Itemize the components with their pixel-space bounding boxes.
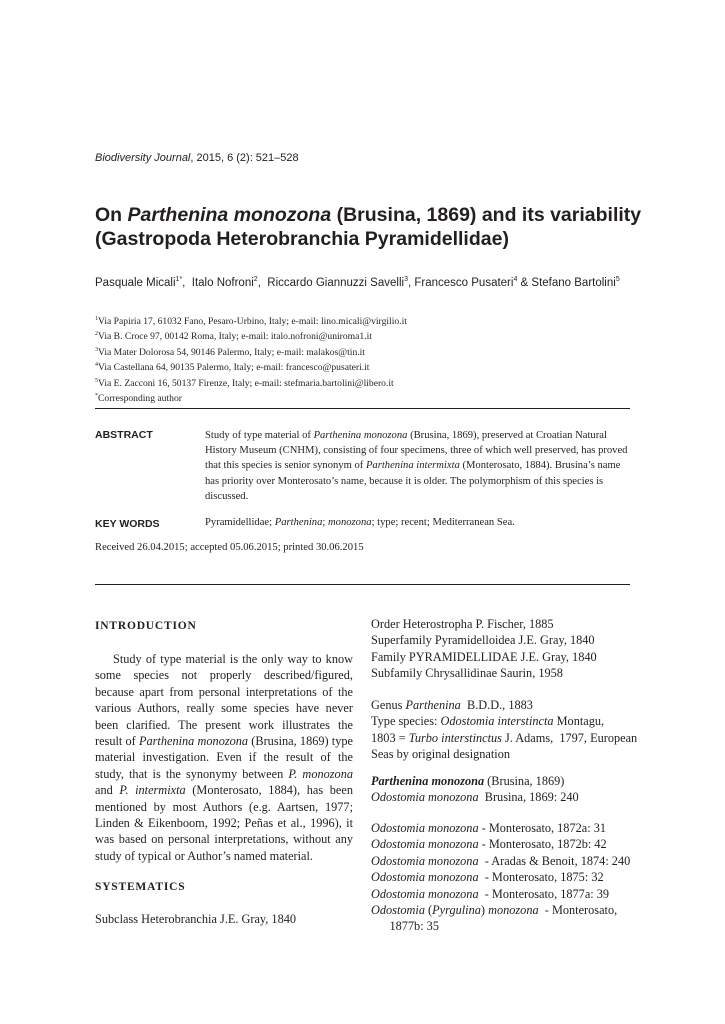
- author-name: Riccardo Giannuzzi Savelli: [267, 276, 405, 289]
- text-run: Study of type material of: [205, 430, 314, 441]
- affiliation-list: [95, 313, 655, 405]
- italic-term: Parthenina intermixta: [365, 460, 460, 472]
- text-run: (Brusina, 1869), preserved at Croatian Natural History Museum (CNHM), consisting of four specimens, three of which well preserved, has proved that this species is senior synonym of: [205, 430, 628, 472]
- author-list: [95, 276, 655, 289]
- text-run: - Aradas & Benoit, 1874: 240: [478, 853, 631, 868]
- text-run: ; type; recent; Mediterranean Sea.: [371, 517, 515, 528]
- species-line: [371, 773, 631, 789]
- affiliation-line: [95, 390, 655, 405]
- taxon-name: Odostomia monozona: [371, 853, 479, 868]
- text-run: - Monterosato, 1877a: 39: [478, 886, 610, 901]
- author-separator: ,: [407, 276, 415, 289]
- title-line-1: [95, 203, 655, 227]
- affiliation-marker: 2: [95, 331, 98, 338]
- affiliation-marker: 5: [95, 377, 98, 384]
- text-run: (Monterosato, 1884). Brusina’s name has priority over Monterosato’s name, because it is older. The polymorphism of this species is discussed.: [205, 460, 621, 502]
- affiliation-text: Via E. Zacconi 16, 50137 Firenze, Italy; e-mail: stefmaria.bartolini@libero.it: [98, 377, 394, 389]
- genus-line: [371, 713, 631, 729]
- affiliation-line: [95, 328, 655, 343]
- affiliation-text: Via B. Croce 97, 00142 Roma, Italy; e-mail: italo.nofroni@uniroma1.it: [98, 331, 372, 343]
- text-run: (Brusina, 1869): [484, 774, 565, 788]
- italic-term: monozona: [328, 517, 372, 528]
- author-affiliation-marker: 5: [615, 276, 620, 283]
- italic-term: Parthenina: [274, 517, 323, 528]
- text-run: and: [95, 783, 120, 798]
- text-run: - Monterosato, 1875: 32: [478, 870, 604, 885]
- taxon-name: Parthenina monozona: [371, 774, 485, 788]
- taxon-name: monozona: [488, 903, 539, 918]
- divider-top: [95, 408, 630, 409]
- taxonomy-rank-line: Order Heterostropha P. Fischer, 1885: [371, 617, 554, 631]
- affiliation-marker: 1: [95, 316, 98, 322]
- synonym-line: [371, 853, 631, 869]
- italic-term: P. monozona: [288, 766, 353, 781]
- taxonomy-rank-line: Family PYRAMIDELLIDAE J.E. Gray, 1840: [371, 649, 597, 664]
- journal-citation: [95, 152, 299, 164]
- taxonomy-rank-line: Subfamily Chrysallidinae Saurin, 1958: [371, 666, 563, 681]
- italic-term: P. intermixta: [119, 783, 186, 798]
- author-name: Francesco Pusateri: [414, 276, 514, 289]
- taxon-name: Odostomia monozona: [371, 821, 479, 835]
- systematics-heading: SYSTEMATICS: [95, 881, 186, 893]
- synonym-line: [371, 836, 631, 852]
- taxon-name: Parthenina: [405, 698, 461, 712]
- taxon-name: Odostomia monozona: [371, 790, 479, 805]
- taxon-name: Odostomia monozona: [371, 870, 479, 885]
- text-run: 1877b: 35: [371, 919, 439, 934]
- taxon-name: Odostomia interstincta: [440, 714, 554, 729]
- author-affiliation-marker: 2: [253, 276, 258, 283]
- taxon-name: Pyrgulina: [432, 903, 481, 918]
- author-affiliation-marker: 4: [513, 276, 518, 283]
- journal-name: Biodiversity Journal: [95, 152, 191, 164]
- journal-ref: , 2015, 6 (2): 521–528: [190, 152, 299, 164]
- author-name: Stefano Bartolini: [531, 276, 616, 289]
- title-post: (Brusina, 1869) and its variability: [331, 204, 642, 226]
- author-name: Pasquale Micali: [95, 276, 176, 289]
- affiliation-text: Via Castellana 64, 90135 Palermo, Italy; e-mail: francesco@pusateri.it: [98, 362, 370, 374]
- text-run: (Monterosato, 1884), has been mentioned by most Authors (e.g. Aartsen, 1977; Linden & Eikenboom, 1992; Peñas et al., 1996), it was based on personal interpretations, without any study of typical or Author’s named material.: [95, 783, 353, 863]
- genus-block: [371, 697, 638, 763]
- synonymy-block: [371, 820, 631, 935]
- affiliation-text: Via Mater Dolorosa 54, 90146 Palermo, Italy; e-mail: malakos@tin.it: [98, 346, 365, 358]
- text-run: ): [480, 903, 489, 918]
- genus-line: [371, 697, 631, 713]
- affiliation-line: [95, 375, 655, 390]
- affiliation-line: [95, 313, 655, 328]
- taxonomy-rank-line: Superfamily Pyramidelloidea J.E. Gray, 1840: [371, 633, 595, 648]
- taxon-name: Odostomia monozona: [371, 837, 479, 852]
- text-run: 1803 =: [371, 730, 409, 745]
- genus-line: [371, 746, 631, 762]
- text-run: Seas by original designation: [371, 747, 511, 762]
- italic-term: Parthenina monozona: [138, 734, 249, 749]
- synonym-line: [371, 820, 631, 836]
- taxon-name: Turbo interstinctus: [408, 730, 502, 745]
- title-species: Parthenina monozona: [127, 204, 332, 226]
- author-separator: ,: [182, 276, 192, 289]
- author-affiliation-marker: 3: [404, 276, 408, 283]
- introduction-heading: INTRODUCTION: [95, 620, 197, 632]
- genus-line: [371, 730, 638, 746]
- text-run: Type species:: [371, 714, 441, 729]
- text-run: - Monterosato,: [538, 903, 618, 918]
- author-affiliation-marker: 1*: [175, 276, 183, 283]
- author-separator: &: [517, 276, 532, 289]
- affiliation-marker: *: [95, 392, 98, 399]
- taxon-name: Odostomia: [371, 903, 425, 918]
- synonym-line: [371, 869, 631, 885]
- affiliation-marker: 4: [95, 362, 98, 369]
- synonym-line: [371, 918, 631, 934]
- text-run: (: [424, 903, 433, 918]
- taxonomy-block: [371, 616, 631, 682]
- author-separator: ,: [257, 276, 268, 289]
- affiliation-marker: 3: [95, 346, 98, 353]
- abstract-text: [205, 428, 630, 504]
- text-run: - Monterosato, 1872a: 31: [478, 821, 606, 835]
- abstract-label: ABSTRACT: [95, 429, 153, 441]
- affiliation-text: Corresponding author: [98, 393, 182, 405]
- synonym-line: [371, 886, 631, 902]
- keywords-label: KEY WORDS: [95, 518, 160, 530]
- text-run: Pyramidellidae;: [205, 517, 275, 528]
- text-run: J. Adams, 1797, European: [501, 730, 638, 745]
- text-run: (Brusina, 1869) type material investigation. Even if the result of the study, that is the synonymy between: [95, 734, 353, 781]
- text-run: B.D.D., 1883: [460, 698, 533, 712]
- introduction-paragraph: [95, 651, 353, 864]
- affiliation-text: Via Papiria 17, 61032 Fano, Pesaro-Urbino, Italy; e-mail: lino.micali@virgilio.it: [98, 316, 407, 328]
- affiliation-line: [95, 344, 655, 359]
- author-name: Italo Nofroni: [191, 276, 254, 289]
- text-run: - Monterosato, 1872b: 42: [478, 837, 607, 852]
- species-block: [371, 773, 631, 806]
- subclass-line: Subclass Heterobranchia J.E. Gray, 1840: [95, 912, 297, 926]
- title-pre: On: [95, 204, 128, 226]
- text-run: ;: [322, 517, 328, 528]
- species-line: [371, 789, 631, 805]
- introduction-text: [95, 651, 353, 864]
- italic-term: Parthenina monozona: [313, 430, 408, 441]
- text-run: Study of type material is the only way to know some species not properly described/figured, because apart from personal interpretations of the various Authors, really some species have never been clarified. The present work illustrates the result of: [95, 652, 353, 749]
- received-dates: Received 26.04.2015; accepted 05.06.2015; printed 30.06.2015: [95, 542, 364, 553]
- text-run: Montagu,: [553, 714, 605, 729]
- taxon-name: Odostomia monozona: [371, 886, 479, 901]
- affiliation-line: [95, 359, 655, 374]
- keywords-text: [205, 517, 515, 528]
- text-run: Genus: [371, 698, 406, 712]
- divider-bottom: [95, 584, 630, 585]
- synonym-line: [371, 902, 631, 918]
- paper-title: [95, 203, 655, 251]
- text-run: Brusina, 1869: 240: [478, 790, 579, 805]
- title-line-2: (Gastropoda Heterobranchia Pyramidellidae): [95, 228, 509, 250]
